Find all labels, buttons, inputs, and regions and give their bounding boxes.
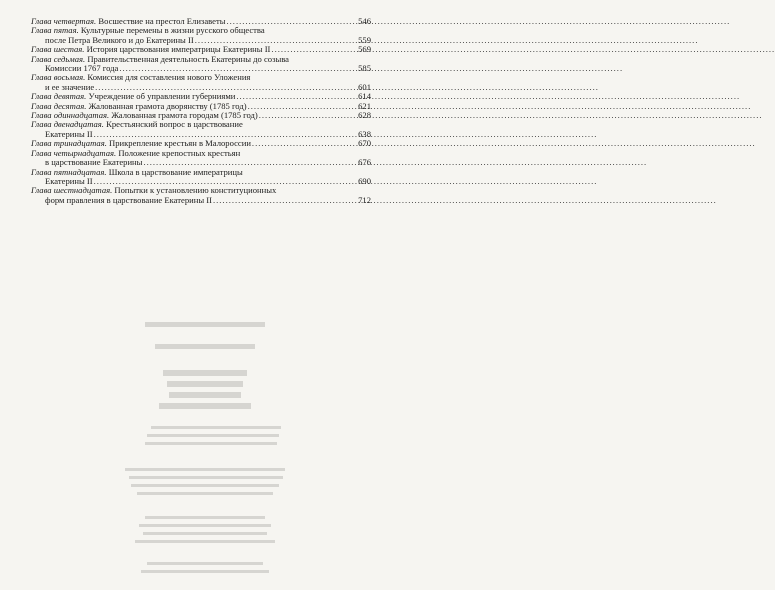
page-number: 621 — [358, 100, 371, 111]
ghost-bar — [129, 476, 283, 479]
chapter-title: и ее значение — [45, 81, 95, 92]
page-number: 712 — [358, 194, 371, 205]
chapter-title: Школа в царствование императрицы — [108, 166, 243, 177]
chapter-title: Крестьянский вопрос в царствование — [106, 119, 243, 130]
page-number: 670 — [358, 138, 371, 149]
chapter-label: Глава одиннадцатая. — [31, 110, 110, 121]
ghost-bar — [151, 426, 281, 429]
ghost-bar — [169, 392, 241, 398]
toc-entry — [31, 186, 371, 205]
chapter-title: Правительственная деятельность Екатерины до созыва — [87, 53, 289, 64]
chapter-title: после Петра Великого и до Екатерины II — [45, 34, 194, 45]
show-through-imprint — [85, 318, 325, 588]
page-number: 676 — [358, 157, 371, 168]
ghost-bar — [167, 381, 243, 387]
page-number: 628 — [358, 110, 371, 121]
table-of-contents — [31, 17, 371, 205]
chapter-label: Глава десятая. — [31, 100, 87, 111]
ghost-bar — [125, 468, 285, 471]
chapter-title: Комиссии 1767 года — [45, 63, 119, 74]
toc-entry — [31, 120, 371, 139]
chapter-label: Глава седьмая. — [31, 53, 86, 64]
toc-line — [31, 196, 371, 205]
toc-entry — [31, 73, 371, 92]
page-number: 569 — [358, 44, 371, 55]
chapter-label: Глава пятнадцатая. — [31, 166, 107, 177]
chapter-title: Екатерины II — [45, 128, 93, 139]
ghost-bar — [145, 516, 265, 519]
chapter-label: Глава восьмая. — [31, 72, 86, 83]
ghost-bar — [137, 492, 273, 495]
toc-entry — [31, 149, 371, 168]
chapter-title: Комиссия для составления нового Уложения — [87, 72, 251, 83]
ghost-bar — [147, 562, 263, 565]
ghost-bar — [131, 484, 279, 487]
chapter-title: Учреждение об управлении губерниями — [88, 91, 236, 102]
ghost-bar — [147, 434, 279, 437]
ghost-bar — [155, 344, 255, 349]
page-number: 546 — [358, 16, 371, 26]
chapter-label: Глава шестнадцатая. — [31, 185, 113, 196]
toc-entry — [31, 55, 371, 74]
page-number: 559 — [358, 34, 371, 45]
page-number: 614 — [358, 91, 371, 102]
dot-leader — [252, 139, 354, 148]
ghost-bar — [141, 570, 269, 573]
dot-leader — [259, 111, 354, 120]
chapter-title: в царствование Екатерины — [45, 157, 143, 168]
ghost-bar — [135, 540, 275, 543]
toc-entry — [31, 168, 371, 187]
toc-entry — [31, 26, 371, 45]
ghost-bar — [145, 322, 265, 327]
chapter-title: Восшествие на престол Елизаветы — [98, 16, 226, 26]
chapter-title: Прикрепление крестьян в Малороссии — [109, 138, 251, 149]
chapter-title: Жалованная грамота дворянству (1785 год) — [88, 100, 247, 111]
ghost-bar — [159, 403, 251, 409]
dot-leader — [213, 196, 354, 205]
chapter-label: Глава тринадцатая. — [31, 138, 107, 149]
chapter-title: Культурные перемены в жизни русского общества — [80, 25, 265, 36]
chapter-label: Глава четырнадцатая. — [31, 147, 117, 158]
chapter-title: Попытки к установлению конституционных — [114, 185, 277, 196]
toc-entry-text — [45, 196, 212, 205]
chapter-label: Глава двенадцатая. — [31, 119, 104, 130]
page-number: 585 — [358, 63, 371, 74]
chapter-title: Положение крепостных крестьян — [118, 147, 241, 158]
chapter-title: История царствования императрицы Екатерины II — [86, 44, 271, 55]
page-number: 690 — [358, 175, 371, 186]
chapter-title: Екатерины II — [45, 175, 93, 186]
chapter-label: Глава пятая. — [31, 25, 79, 36]
chapter-label: Глава четвертая. — [31, 16, 97, 26]
chapter-title: Жалованная грамота городам (1785 год) — [111, 110, 258, 121]
page-number: 601 — [358, 81, 371, 92]
ghost-bar — [139, 524, 271, 527]
chapter-label: Глава шестая. — [31, 44, 85, 55]
ghost-bar — [163, 370, 247, 376]
ghost-bar — [145, 442, 277, 445]
chapter-title: форм правления в царствование Екатерины II — [45, 194, 212, 205]
ghost-bar — [143, 532, 267, 535]
page-number: 638 — [358, 128, 371, 139]
chapter-label: Глава девятая. — [31, 91, 87, 102]
